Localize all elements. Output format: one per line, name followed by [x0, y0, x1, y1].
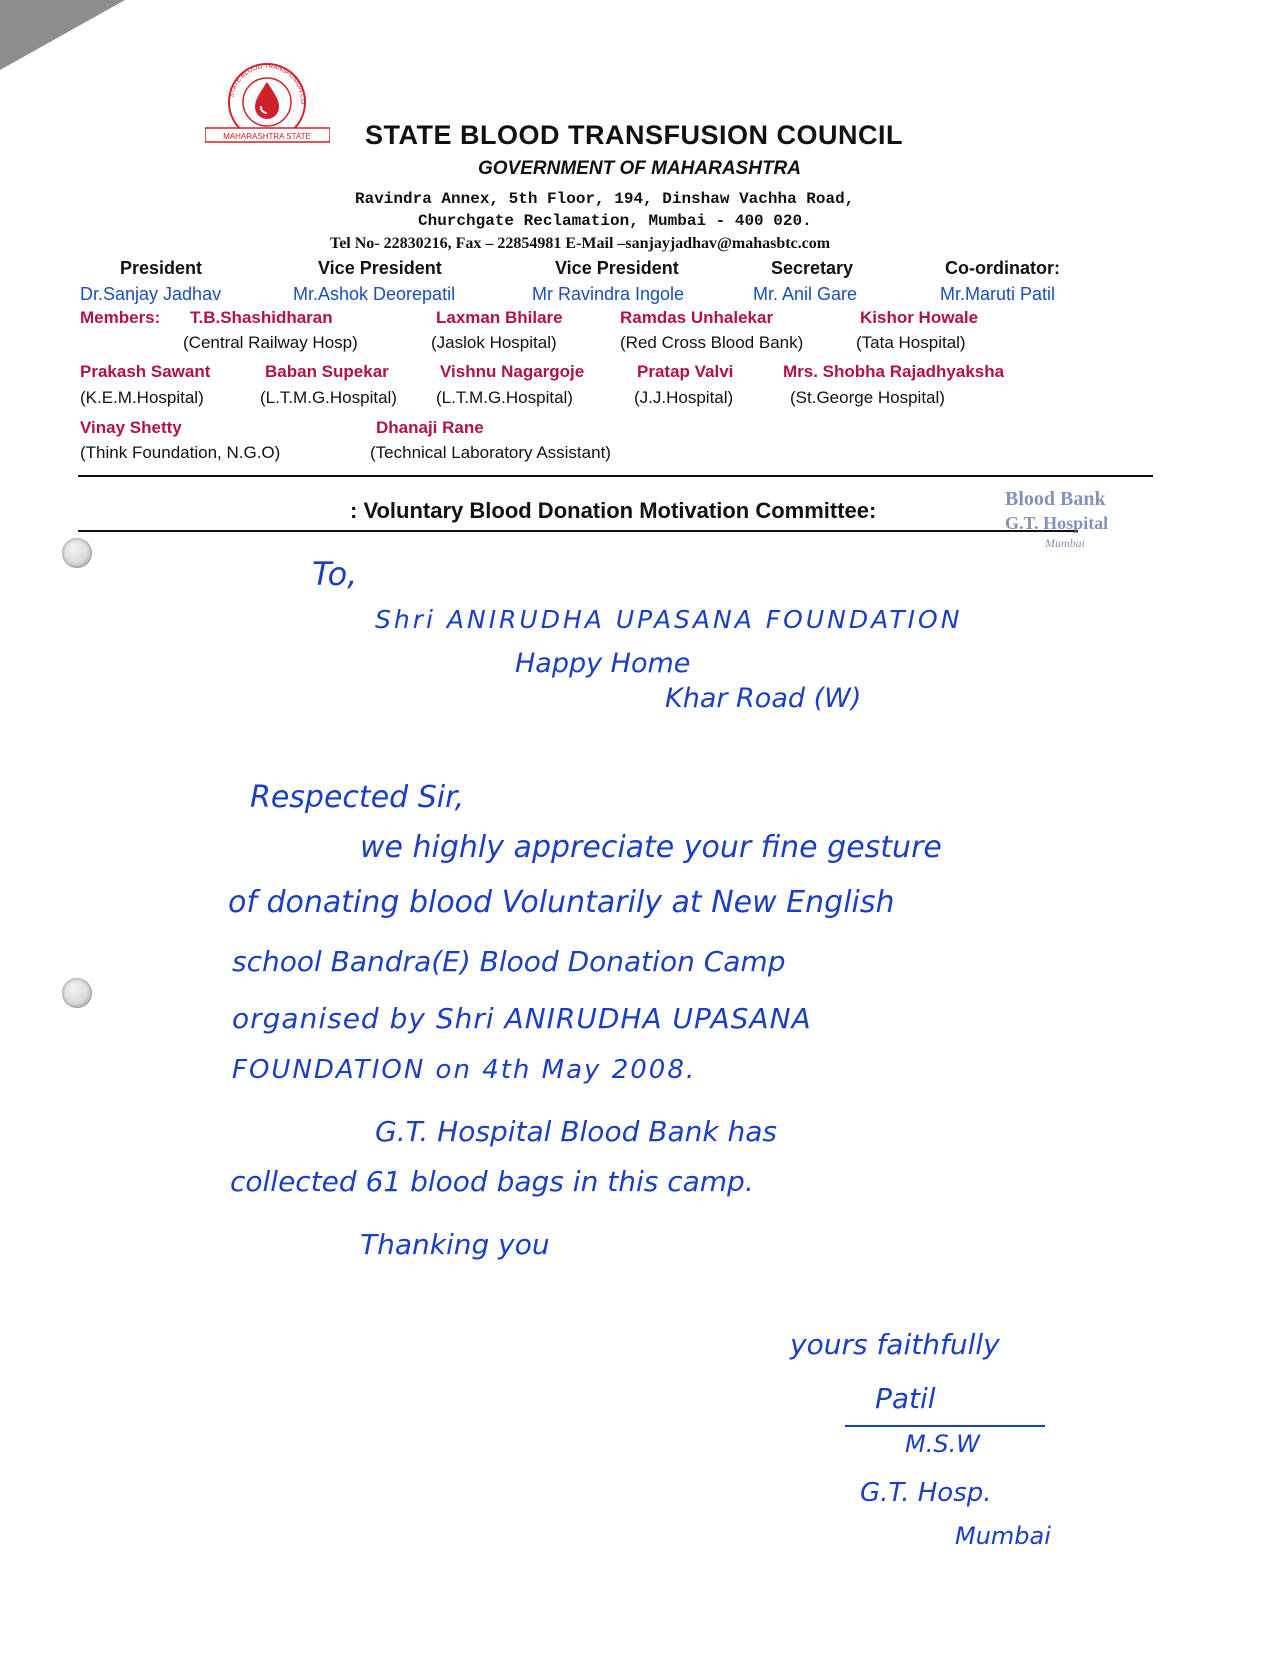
officer-name: Mr Ravindra Ingole [532, 284, 685, 304]
member-name: Laxman Bhilare [436, 308, 563, 327]
letter-body-line-1: we highly appreciate your fine gesture [360, 830, 942, 865]
folded-corner [0, 0, 125, 70]
signatory-title: M.S.W [905, 1430, 980, 1458]
stamp-line-3: Mumbai [1045, 536, 1085, 550]
member-hospital: (J.J.Hospital) [634, 388, 734, 407]
member-hospital: (Red Cross Blood Bank) [620, 333, 804, 352]
address-line-2: Churchgate Reclamation, Mumbai - 400 020. [418, 212, 812, 230]
member-name: T.B.Shashidharan [190, 308, 333, 327]
logo-ribbon-text: MAHARASHTRA STATE [223, 132, 311, 141]
letter-to: To, [312, 555, 358, 593]
signatory-organization: G.T. Hosp. [860, 1478, 992, 1508]
closing: yours faithfully [790, 1328, 1000, 1361]
salutation: Respected Sir, [250, 780, 465, 815]
hospital-stamp [1005, 488, 1165, 568]
member-hospital: (Jaslok Hospital) [431, 333, 557, 352]
officer-name: Mr.Maruti Patil [940, 284, 1056, 304]
addressee-line-2: Happy Home [515, 648, 691, 679]
member-name: Prakash Sawant [80, 362, 211, 381]
member-hospital: (Central Railway Hosp) [183, 333, 358, 352]
government-name: GOVERNMENT OF MAHARASHTRA [478, 158, 801, 179]
officer-role: Vice President [555, 258, 679, 278]
member-name: Mrs. Shobha Rajadhyaksha [783, 362, 1005, 381]
stamp-line-1: Blood Bank [1005, 488, 1106, 510]
member-hospital: (Think Foundation, N.G.O) [80, 443, 281, 462]
addressee-line-3: Khar Road (W) [665, 683, 862, 714]
contact-line: Tel No- 22830216, Fax – 22854981 E-Mail –sanjayjadhav@mahasbtc.com [330, 235, 831, 252]
member-hospital: (St.George Hospital) [790, 388, 945, 407]
committee-heading: : Voluntary Blood Donation Motivation Committee: [350, 498, 877, 523]
officer-role: President [120, 258, 203, 278]
member-hospital: (L.T.M.G.Hospital) [436, 388, 573, 407]
address-line-1: Ravindra Annex, 5th Floor, 194, Dinshaw Vachha Road, [355, 190, 855, 208]
officer-role: Vice President [318, 258, 442, 278]
officer-role: Secretary [771, 258, 854, 278]
member-name: Ramdas Unhalekar [620, 308, 774, 327]
officer-name: Dr.Sanjay Jadhav [80, 284, 222, 304]
letter-body-line-5: FOUNDATION on 4th May 2008. [232, 1055, 697, 1085]
letter-body-line-6: G.T. Hospital Blood Bank has [375, 1115, 777, 1148]
signature-rule [845, 1425, 1045, 1427]
members-label: Members: [80, 308, 161, 327]
thanking-line: Thanking you [360, 1228, 550, 1261]
member-hospital: (L.T.M.G.Hospital) [260, 388, 397, 407]
member-name: Baban Supekar [265, 362, 389, 381]
council-title: STATE BLOOD TRANSFUSION COUNCIL [365, 120, 903, 150]
officer-name: Mr.Ashok Deorepatil [293, 284, 456, 304]
member-name: Vinay Shetty [80, 418, 182, 437]
member-name: Pratap Valvi [637, 362, 734, 381]
member-name: Kishor Howale [860, 308, 979, 327]
punch-hole [62, 978, 92, 1008]
divider-bottom [78, 530, 1078, 532]
council-logo [205, 60, 330, 150]
member-name: Vishnu Nagargoje [440, 362, 585, 381]
officer-name: Mr. Anil Gare [753, 284, 858, 304]
letter-body-line-3: school Bandra(E) Blood Donation Camp [232, 945, 786, 978]
logo-ring-text: STATE BLOOD TRANSFUSION CO [228, 62, 307, 105]
member-hospital: (Tata Hospital) [856, 333, 966, 352]
addressee-line-1: Shri ANIRUDHA UPASANA FOUNDATION [375, 605, 963, 634]
stamp-line-2: G.T. Hospital [1005, 513, 1109, 533]
signatory-city: Mumbai [955, 1522, 1051, 1550]
officer-role: Co-ordinator: [945, 258, 1060, 278]
member-hospital: (K.E.M.Hospital) [80, 388, 204, 407]
letter-body-line-2: of donating blood Voluntarily at New English [228, 885, 895, 920]
divider-top [78, 475, 1153, 477]
signature: Patil [875, 1382, 936, 1415]
member-hospital: (Technical Laboratory Assistant) [370, 443, 611, 462]
letter-body-line-4: organised by Shri ANIRUDHA UPASANA [232, 1002, 812, 1035]
letter-body-line-7: collected 61 blood bags in this camp. [230, 1165, 754, 1198]
member-name: Dhanaji Rane [376, 418, 484, 437]
punch-hole [62, 538, 92, 568]
